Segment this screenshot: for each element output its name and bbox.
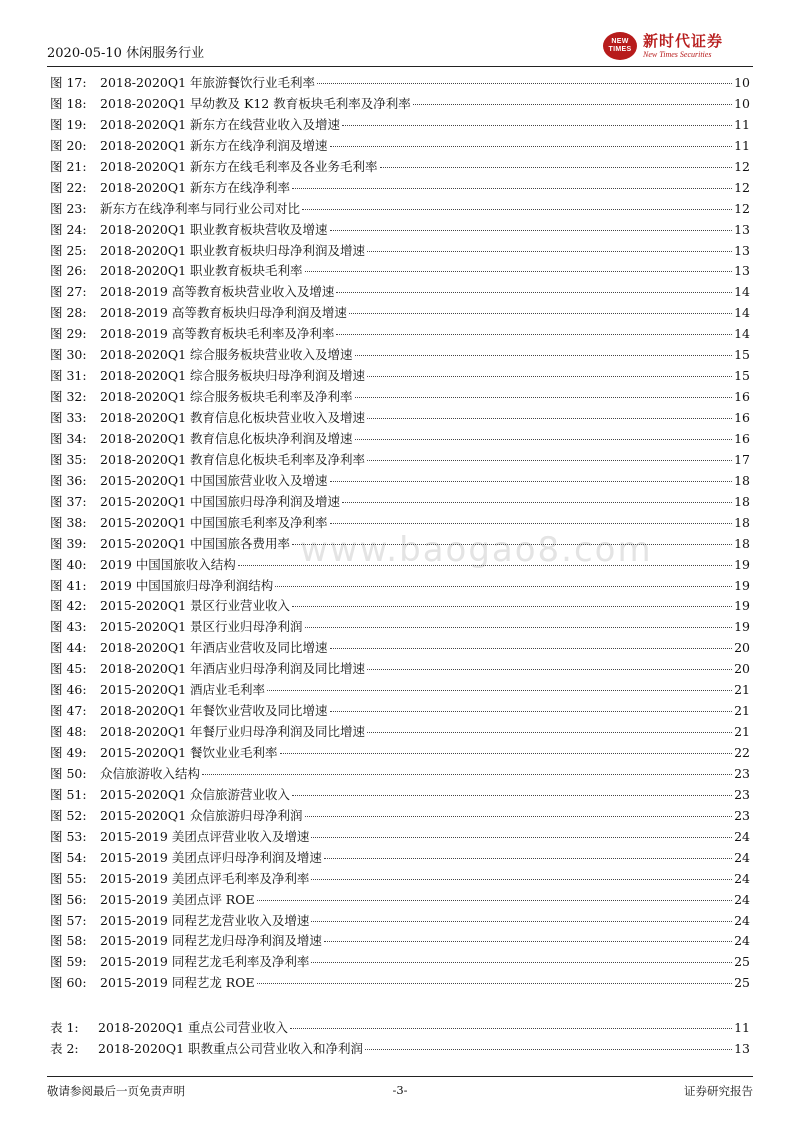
figure-title: 2018-2020Q1 新东方在线毛利率及各业务毛利率 (100, 158, 378, 174)
figure-page-number: 19 (734, 598, 750, 614)
figure-label: 图 30: (50, 347, 87, 363)
watermark: www.baogao8.com (300, 530, 653, 570)
figure-label: 图 45: (50, 661, 87, 677)
figure-label: 图 22: (50, 179, 87, 195)
figure-entry[interactable] (50, 513, 750, 534)
figure-label: 图 55: (50, 870, 87, 886)
figure-entry[interactable] (50, 638, 750, 659)
dot-leader (413, 104, 732, 105)
figure-page-number: 24 (734, 828, 750, 844)
figure-entry[interactable] (50, 722, 750, 743)
dot-leader (305, 627, 733, 628)
figure-page-number: 25 (734, 954, 750, 970)
page-header (47, 28, 753, 67)
dot-leader (292, 544, 732, 545)
figure-label: 图 36: (50, 472, 87, 488)
figure-entry[interactable] (50, 617, 750, 638)
figure-entry[interactable] (50, 680, 750, 701)
figure-label: 图 29: (50, 326, 87, 342)
figure-title: 2015-2020Q1 景区行业归母净利润 (100, 619, 303, 635)
figure-label: 图 54: (50, 849, 87, 865)
figure-title: 2015-2020Q1 众信旅游营业收入 (100, 786, 291, 802)
figure-entry[interactable] (50, 764, 750, 785)
figure-entry[interactable] (50, 324, 750, 345)
figure-title: 2015-2019 美团点评 ROE (100, 891, 255, 907)
figure-page-number: 22 (734, 745, 750, 760)
figure-label: 图 33: (50, 410, 87, 425)
figure-title: 2018-2020Q1 综合服务板块归母净利润及增速 (100, 368, 366, 384)
dot-leader (305, 816, 733, 817)
figure-entry[interactable] (50, 303, 750, 324)
figure-page-number: 16 (734, 430, 750, 446)
figure-entry[interactable] (50, 157, 750, 178)
figure-entry[interactable] (50, 911, 750, 932)
figure-entry[interactable] (50, 785, 750, 806)
dot-leader (257, 900, 733, 901)
company-logo (603, 30, 753, 62)
figure-entry[interactable] (50, 408, 750, 429)
figure-label: 图 51: (50, 786, 87, 802)
figure-title: 2018-2020Q1 新东方在线净利率 (100, 179, 291, 195)
figure-page-number: 14 (734, 305, 750, 321)
dot-leader (330, 146, 733, 147)
figure-page-number: 23 (734, 807, 750, 823)
figure-page-number: 21 (734, 682, 750, 698)
figure-label: 图 23: (50, 200, 87, 216)
figure-label: 图 43: (50, 619, 87, 635)
figure-page-number: 14 (734, 284, 750, 300)
footer-disclaimer: 敬请参阅最后一页免责声明 (47, 1084, 185, 1098)
figure-title: 2015-2020Q1 餐饮业业毛利率 (100, 745, 278, 760)
figure-title: 2018-2020Q1 综合服务板块营业收入及增速 (100, 347, 353, 363)
figure-page-number: 25 (734, 975, 750, 991)
logo-company-name-en: New Times Securities (643, 50, 712, 59)
figure-entry[interactable] (50, 282, 750, 303)
figure-title: 2018-2020Q1 综合服务板块毛利率及净利率 (100, 389, 353, 405)
dot-leader (305, 271, 733, 272)
figure-label: 图 38: (50, 514, 87, 530)
figure-page-number: 13 (734, 242, 750, 258)
dot-leader (355, 397, 733, 398)
table-title: 2018-2020Q1 职教重点公司营业收入和净利润 (98, 1040, 364, 1056)
figure-title: 2015-2020Q1 众信旅游归母净利润 (100, 807, 303, 823)
figure-label: 图 59: (50, 954, 87, 970)
logo-company-name: 新时代证券 (643, 32, 724, 50)
figure-label: 图 60: (50, 975, 87, 991)
figure-page-number: 11 (734, 137, 750, 153)
logo-badge-icon: NEW TIMES (603, 32, 637, 60)
figure-entry[interactable] (50, 73, 750, 94)
dot-leader (302, 209, 732, 210)
figure-title: 2015-2020Q1 景区行业营业收入 (100, 598, 291, 614)
figure-title: 2018-2020Q1 年餐饮业营收及同比增速 (100, 703, 328, 719)
figure-entry[interactable] (50, 931, 750, 952)
figure-page-number: 10 (734, 75, 750, 90)
table-label: 表 1: (50, 1020, 79, 1035)
figure-label: 图 34: (50, 430, 87, 446)
figure-page-number: 24 (734, 912, 750, 928)
figure-page-number: 24 (734, 891, 750, 907)
figure-entry[interactable] (50, 806, 750, 827)
figure-label: 图 46: (50, 682, 87, 698)
figure-title: 2018-2020Q1 教育信息化板块毛利率及净利率 (100, 451, 366, 467)
dot-leader (330, 481, 733, 482)
figure-page-number: 15 (734, 368, 750, 384)
figure-label: 图 18: (50, 95, 87, 111)
figure-title: 2018-2020Q1 年餐厅业归母净利润及同比增速 (100, 724, 366, 740)
dot-leader (238, 565, 732, 566)
figure-entry[interactable] (50, 450, 750, 471)
figure-entry[interactable] (50, 534, 750, 555)
figure-title: 2015-2019 同程艺龙毛利率及净利率 (100, 954, 310, 970)
figure-title: 2018-2020Q1 职业教育板块营收及增速 (100, 221, 328, 237)
figure-entry[interactable] (50, 178, 750, 199)
figure-page-number: 19 (734, 619, 750, 635)
figure-page-number: 12 (734, 179, 750, 195)
figure-label: 图 52: (50, 807, 87, 823)
figure-title: 2015-2019 同程艺龙营业收入及增速 (100, 912, 310, 928)
dot-leader (342, 502, 732, 503)
figure-page-number: 12 (734, 158, 750, 174)
figure-label: 图 24: (50, 221, 87, 237)
figure-page-number: 18 (734, 472, 750, 488)
figure-label: 图 53: (50, 828, 87, 844)
figure-title: 2015-2020Q1 中国国旅各费用率 (100, 535, 291, 551)
figure-entry[interactable] (50, 220, 750, 241)
figure-title: 2015-2019 同程艺龙 ROE (100, 975, 255, 991)
dot-leader (342, 125, 732, 126)
dot-leader (367, 732, 732, 733)
figure-title: 2018-2020Q1 教育信息化板块营业收入及增速 (100, 410, 366, 425)
figure-title: 2018-2020Q1 早幼教及 K12 教育板块毛利率及净利率 (100, 95, 411, 111)
dot-leader (367, 418, 732, 419)
dot-leader (257, 983, 733, 984)
figure-label: 图 42: (50, 598, 87, 614)
figure-page-number: 21 (734, 724, 750, 740)
figure-label: 图 27: (50, 284, 87, 300)
table-entry[interactable] (50, 1039, 750, 1060)
figure-entry[interactable] (50, 952, 750, 973)
figure-title: 2018-2020Q1 年酒店业营收及同比增速 (100, 640, 328, 656)
figure-label: 图 56: (50, 891, 87, 907)
table-page-number: 11 (734, 1020, 750, 1035)
table-title: 2018-2020Q1 重点公司营业收入 (98, 1020, 289, 1035)
figure-title: 2018-2020Q1 教育信息化板块净利润及增速 (100, 430, 353, 446)
dot-leader (355, 355, 733, 356)
figure-title: 2015-2019 美团点评毛利率及净利率 (100, 870, 310, 886)
figure-label: 图 48: (50, 724, 87, 740)
dot-leader (336, 292, 732, 293)
figure-entry[interactable] (50, 261, 750, 282)
figure-entry[interactable] (50, 429, 750, 450)
figure-label: 图 21: (50, 158, 87, 174)
dot-leader (317, 83, 732, 84)
figure-entry[interactable] (50, 890, 750, 911)
figure-label: 图 40: (50, 556, 87, 572)
figure-title: 众信旅游收入结构 (100, 765, 201, 781)
dot-leader (202, 774, 732, 775)
figure-label: 图 17: (50, 75, 87, 90)
figure-entry[interactable] (50, 366, 750, 387)
figure-title: 2015-2020Q1 酒店业毛利率 (100, 682, 266, 698)
dot-leader (355, 439, 733, 440)
figure-entry[interactable] (50, 827, 750, 848)
figure-page-number: 15 (734, 347, 750, 363)
figure-label: 图 50: (50, 765, 87, 781)
dot-leader (330, 230, 733, 231)
figure-entry[interactable] (50, 596, 750, 617)
figure-label: 图 37: (50, 493, 87, 509)
figure-entry[interactable] (50, 241, 750, 262)
dot-leader (311, 962, 732, 963)
figure-entry[interactable] (50, 94, 750, 115)
figure-page-number: 12 (734, 200, 750, 216)
page-footer (47, 1076, 753, 1107)
figure-title: 2015-2019 美团点评营业收入及增速 (100, 828, 310, 844)
figure-page-number: 19 (734, 556, 750, 572)
figure-label: 图 25: (50, 242, 87, 258)
figure-title: 2018-2020Q1 新东方在线营业收入及增速 (100, 116, 341, 132)
figure-entry[interactable] (50, 701, 750, 722)
dot-leader (330, 523, 733, 524)
table-page-number: 13 (734, 1040, 750, 1056)
figure-list (50, 73, 750, 994)
figure-page-number: 18 (734, 493, 750, 509)
page-number: -3- (392, 1083, 408, 1097)
figure-entry[interactable] (50, 848, 750, 869)
figure-page-number: 24 (734, 933, 750, 949)
header-date-industry: 2020-05-10 休闲服务行业 (47, 46, 205, 61)
figure-entry[interactable] (50, 115, 750, 136)
figure-label: 图 44: (50, 640, 87, 656)
dot-leader (349, 313, 732, 314)
figure-label: 图 35: (50, 451, 87, 467)
figure-entry[interactable] (50, 199, 750, 220)
figure-label: 图 20: (50, 137, 87, 153)
dot-leader (311, 921, 732, 922)
figure-title: 2015-2019 美团点评归母净利润及增速 (100, 849, 322, 865)
figure-label: 图 49: (50, 745, 87, 760)
figure-page-number: 17 (734, 451, 750, 467)
figure-entry[interactable] (50, 555, 750, 576)
figure-entry[interactable] (50, 743, 750, 764)
figure-page-number: 18 (734, 535, 750, 551)
figure-page-number: 24 (734, 849, 750, 865)
dot-leader (280, 753, 733, 754)
figure-label: 图 31: (50, 368, 87, 384)
figure-label: 图 57: (50, 912, 87, 928)
figure-entry[interactable] (50, 973, 750, 994)
figure-title: 2015-2020Q1 中国国旅营业收入及增速 (100, 472, 328, 488)
dot-leader (292, 795, 732, 796)
figure-title: 2015-2020Q1 中国国旅毛利率及净利率 (100, 514, 328, 530)
figure-page-number: 23 (734, 765, 750, 781)
figure-page-number: 23 (734, 786, 750, 802)
dot-leader (292, 606, 732, 607)
figure-page-number: 20 (734, 640, 750, 656)
figure-page-number: 13 (734, 221, 750, 237)
figure-title: 2018-2019 高等教育板块毛利率及净利率 (100, 326, 335, 342)
dot-leader (290, 1028, 732, 1029)
figure-page-number: 14 (734, 326, 750, 342)
figure-title: 2018-2020Q1 年旅游餐饮行业毛利率 (100, 75, 316, 90)
figure-label: 图 41: (50, 577, 87, 593)
dot-leader (367, 376, 732, 377)
figure-label: 图 47: (50, 703, 87, 719)
dot-leader (292, 188, 732, 189)
dot-leader (330, 711, 733, 712)
figure-title: 2018-2019 高等教育板块归母净利润及增速 (100, 305, 347, 321)
figure-title: 2018-2020Q1 职业教育板块毛利率 (100, 263, 303, 279)
figure-page-number: 20 (734, 661, 750, 677)
dot-leader (324, 858, 732, 859)
figure-page-number: 21 (734, 703, 750, 719)
dot-leader (311, 879, 732, 880)
figure-entry[interactable] (50, 659, 750, 680)
dot-leader (330, 648, 733, 649)
dot-leader (267, 690, 732, 691)
figure-entry[interactable] (50, 387, 750, 408)
figure-label: 图 19: (50, 116, 87, 132)
dot-leader (380, 167, 733, 168)
figure-label: 图 32: (50, 389, 87, 405)
figure-title: 2019 中国国旅归母净利润结构 (100, 577, 274, 593)
figure-label: 图 39: (50, 535, 87, 551)
figure-entry[interactable] (50, 576, 750, 597)
figure-page-number: 24 (734, 870, 750, 886)
figure-entry[interactable] (50, 345, 750, 366)
figure-label: 图 26: (50, 263, 87, 279)
figure-page-number: 18 (734, 514, 750, 530)
footer-report-type: 证券研究报告 (684, 1084, 753, 1098)
figure-title: 2018-2020Q1 年酒店业归母净利润及同比增速 (100, 661, 366, 677)
dot-leader (367, 669, 732, 670)
table-label: 表 2: (50, 1040, 79, 1056)
table-entry[interactable] (50, 1018, 750, 1039)
figure-title: 新东方在线净利率与同行业公司对比 (100, 200, 301, 216)
figure-title: 2015-2019 同程艺龙归母净利润及增速 (100, 933, 322, 949)
figure-page-number: 16 (734, 389, 750, 405)
figure-label: 图 28: (50, 305, 87, 321)
figure-title: 2018-2020Q1 职业教育板块归母净利润及增速 (100, 242, 366, 258)
dot-leader (367, 460, 732, 461)
dot-leader (365, 1049, 732, 1050)
figure-entry[interactable] (50, 492, 750, 513)
figure-title: 2015-2020Q1 中国国旅归母净利润及增速 (100, 493, 341, 509)
figure-page-number: 11 (734, 116, 750, 132)
dot-leader (275, 586, 732, 587)
figure-label: 图 58: (50, 933, 87, 949)
figure-entry[interactable] (50, 136, 750, 157)
figure-page-number: 16 (734, 410, 750, 425)
figure-title: 2019 中国国旅收入结构 (100, 556, 236, 572)
dot-leader (311, 837, 732, 838)
dot-leader (324, 941, 732, 942)
figure-title: 2018-2019 高等教育板块营业收入及增速 (100, 284, 335, 300)
figure-page-number: 10 (734, 95, 750, 111)
figure-page-number: 13 (734, 263, 750, 279)
dot-leader (336, 334, 732, 335)
figure-entry[interactable] (50, 869, 750, 890)
dot-leader (367, 251, 732, 252)
figure-title: 2018-2020Q1 新东方在线净利润及增速 (100, 137, 328, 153)
figure-page-number: 19 (734, 577, 750, 593)
table-list (50, 1018, 750, 1060)
figure-entry[interactable] (50, 471, 750, 492)
